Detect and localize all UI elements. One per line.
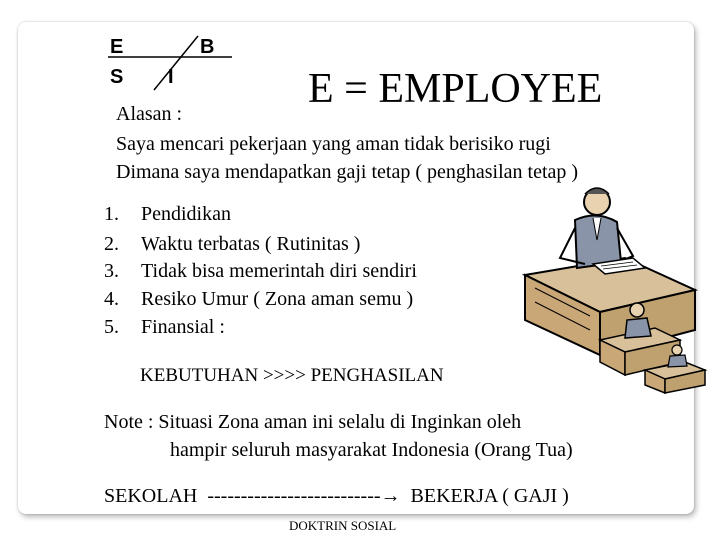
list-item: Tidak bisa memerintah diri sendiri [141, 260, 417, 282]
quadrant-e: E [110, 36, 124, 58]
list-number: 3. [104, 260, 119, 282]
slide-title: E = EMPLOYEE [308, 66, 603, 112]
list-number: 1. [104, 203, 119, 225]
arrow-right-icon: → [380, 485, 401, 507]
note-line-1: Note : Situasi Zona aman ini selalu di Inginkan oleh [104, 411, 522, 433]
quadrant-i: I [168, 66, 174, 88]
reason-label: Alasan : [116, 103, 183, 125]
note-line-2: hampir seluruh masyarakat Indonesia (Orang Tua) [170, 439, 573, 461]
flow-from: SEKOLAH [104, 485, 198, 507]
list-number: 5. [104, 316, 119, 338]
footer-caption: DOKTRIN SOSIAL [289, 518, 397, 533]
flow-dashes: -------------------------- [207, 485, 381, 507]
quadrant-s: S [110, 66, 124, 88]
list-item: Resiko Umur ( Zona aman semu ) [141, 288, 414, 310]
list-number: 4. [104, 288, 119, 310]
flow-to: BEKERJA ( GAJI ) [410, 485, 569, 507]
quadrant-b: B [200, 36, 215, 58]
cashflow-quadrant [108, 30, 232, 94]
reason-line-2: Dimana saya mendapatkan gaji tetap ( penghasilan tetap ) [116, 161, 579, 183]
reason-line-1: Saya mencari pekerjaan yang aman tidak berisiko rugi [116, 133, 551, 155]
list-number: 2. [104, 233, 119, 255]
list-item: Waktu terbatas ( Rutinitas ) [141, 233, 361, 255]
flow-line [104, 484, 569, 508]
list-item: Finansial : [141, 316, 225, 338]
needs-line: KEBUTUHAN >>>> PENGHASILAN [140, 365, 444, 386]
office-worker-clipart [505, 180, 710, 395]
list-item: Pendidikan [141, 203, 231, 225]
